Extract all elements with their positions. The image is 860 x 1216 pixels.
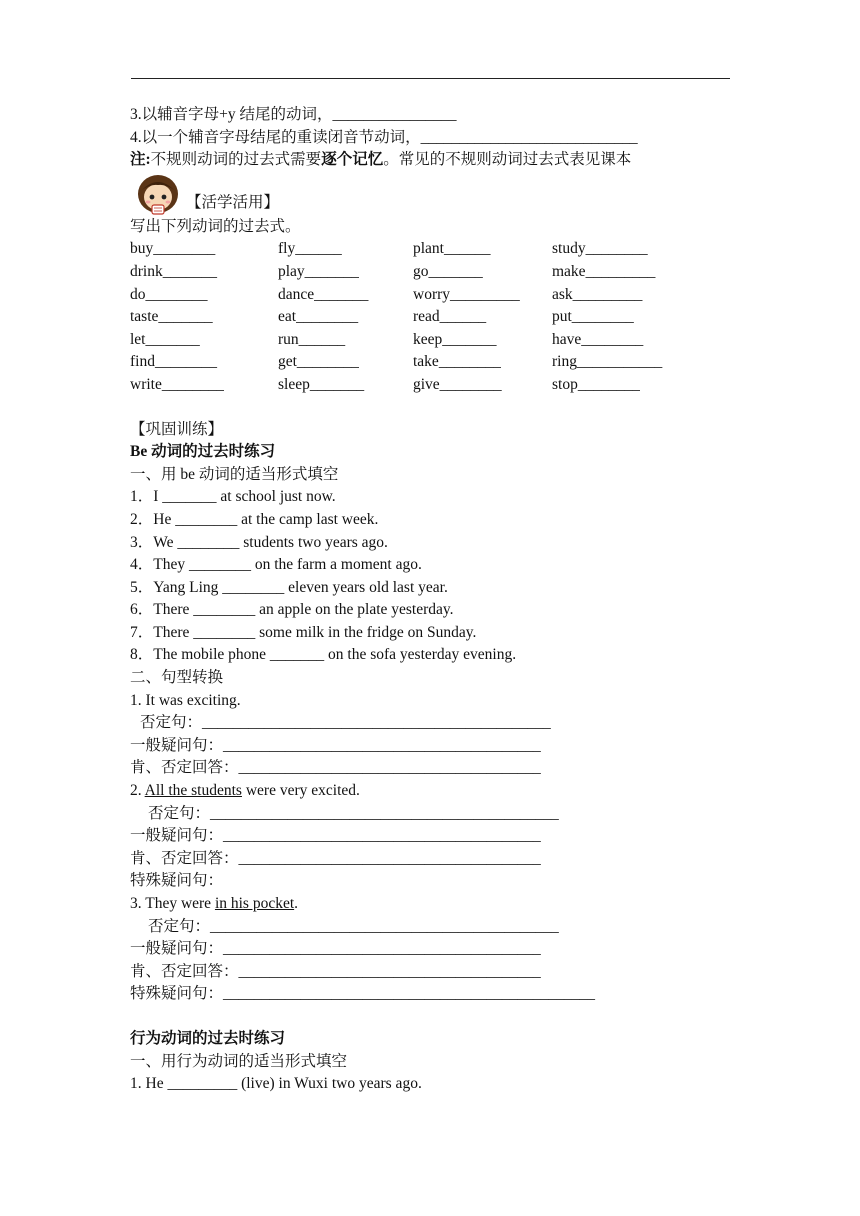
verb-item: have________	[552, 330, 644, 348]
practice-heading-row	[130, 176, 750, 216]
verb-item: do________	[130, 285, 208, 303]
negative-line: 否定句：_____________________________________________	[140, 714, 551, 732]
verb-row	[130, 306, 750, 329]
note-line	[130, 149, 750, 172]
verb-item: drink_______	[130, 262, 217, 280]
verb-row	[130, 351, 750, 374]
header-rule	[131, 78, 730, 79]
verb-item: run______	[278, 330, 346, 348]
verb-item: ask_________	[552, 285, 643, 303]
verb-item: play_______	[278, 262, 359, 280]
fill-item: 7．There ________ some milk in the fridge on Sunday.	[130, 623, 477, 641]
rule-3: 3.以辅音字母+y 结尾的动词，________________	[130, 106, 457, 123]
note-bold: 逐个记忆	[321, 151, 384, 169]
verb-item: sleep_______	[278, 375, 365, 393]
underlined-part: All the students	[144, 782, 242, 800]
fill-item: 8．The mobile phone _______ on the sofa yesterday evening.	[130, 646, 517, 664]
be-section-title: Be 动词的过去时练习	[130, 443, 276, 461]
verb-row	[130, 284, 750, 307]
negative-line: 否定句：_____________________________________________	[148, 804, 559, 822]
verb-item: write________	[130, 375, 224, 393]
answer-line: 肯、否定回答：_______________________________________	[130, 962, 541, 980]
verb-item: fly______	[278, 240, 342, 258]
answer-line: 肯、否定回答：_______________________________________	[130, 849, 541, 867]
transform-question: 1. It was exciting.	[130, 691, 241, 709]
verb-item: study________	[552, 240, 648, 258]
note-label: 注:	[130, 151, 151, 169]
note-text-1: 不规则动词的过去式需要	[150, 151, 322, 169]
special-question-line: 特殊疑问句：________________________________________________	[130, 985, 596, 1003]
verb-row	[130, 374, 750, 397]
verb-item: eat________	[278, 308, 359, 326]
fill-item: 1. He _________ (live) in Wuxi two years ago.	[130, 1075, 422, 1093]
practice-heading: 【活学活用】	[186, 193, 280, 211]
verb-row	[130, 261, 750, 284]
verb-row	[130, 238, 750, 261]
consolidate-heading: 【巩固训练】	[130, 420, 224, 438]
fill-item: 4．They ________ on the farm a moment ago.	[130, 556, 422, 574]
fill-item: 1．I _______ at school just now.	[130, 488, 336, 506]
verb-item: let_______	[130, 330, 200, 348]
note-text-2: 。常见的不规则动词过去式表见课本	[383, 151, 632, 169]
verb-item: dance_______	[278, 285, 369, 303]
verb-item: find________	[130, 353, 217, 371]
special-question-line: 特殊疑问句：	[130, 872, 224, 890]
rule-4: 4.以一个辅音字母结尾的重读闭音节动词，____________________________	[130, 128, 638, 146]
answer-line: 肯、否定回答：_______________________________________	[130, 759, 541, 777]
verb-item: take________	[413, 353, 501, 371]
transform-question: 3. They were in his pocket.	[130, 895, 299, 912]
general-question-line: 一般疑问句：_________________________________________	[130, 736, 541, 754]
general-question-line: 一般疑问句：_________________________________________	[130, 827, 541, 845]
verb-item: taste_______	[130, 308, 213, 326]
verb-item: read______	[413, 308, 487, 326]
verb-item: ring___________	[552, 353, 663, 371]
verb-item: worry_________	[413, 285, 520, 303]
transform-question: 2. All the students were very excited.	[130, 782, 360, 800]
verb-item: plant______	[413, 240, 491, 258]
action-part1-title: 一、用行为动词的适当形式填空	[130, 1052, 348, 1070]
verb-item: go_______	[413, 262, 483, 280]
verb-item: make_________	[552, 262, 656, 280]
verb-item: buy________	[130, 240, 216, 258]
verb-row	[130, 329, 750, 352]
underlined-part: in his pocket	[214, 895, 295, 912]
part2-title: 二、句型转换	[130, 669, 224, 687]
fill-item: 5．Yang Ling ________ eleven years old last year.	[130, 578, 448, 596]
part1-title: 一、用 be 动词的适当形式填空	[130, 465, 339, 483]
worksheet-content	[130, 104, 750, 1096]
fill-item: 2．He ________ at the camp last week.	[130, 510, 379, 528]
verb-item: get________	[278, 353, 359, 371]
general-question-line: 一般疑问句：_________________________________________	[130, 940, 541, 958]
negative-line: 否定句：_____________________________________________	[148, 917, 559, 935]
fill-item: 6．There ________ an apple on the plate yesterday.	[130, 601, 454, 619]
practice-instruction: 写出下列动词的过去式。	[130, 217, 301, 235]
fill-item: 3．We ________ students two years ago.	[130, 533, 388, 551]
action-section-title: 行为动词的过去时练习	[130, 1029, 286, 1047]
verb-item: stop________	[552, 375, 640, 393]
cartoon-girl-icon	[132, 172, 184, 216]
verb-item: give________	[413, 375, 502, 393]
verb-item: put________	[552, 308, 634, 326]
verb-item: keep_______	[413, 330, 497, 348]
